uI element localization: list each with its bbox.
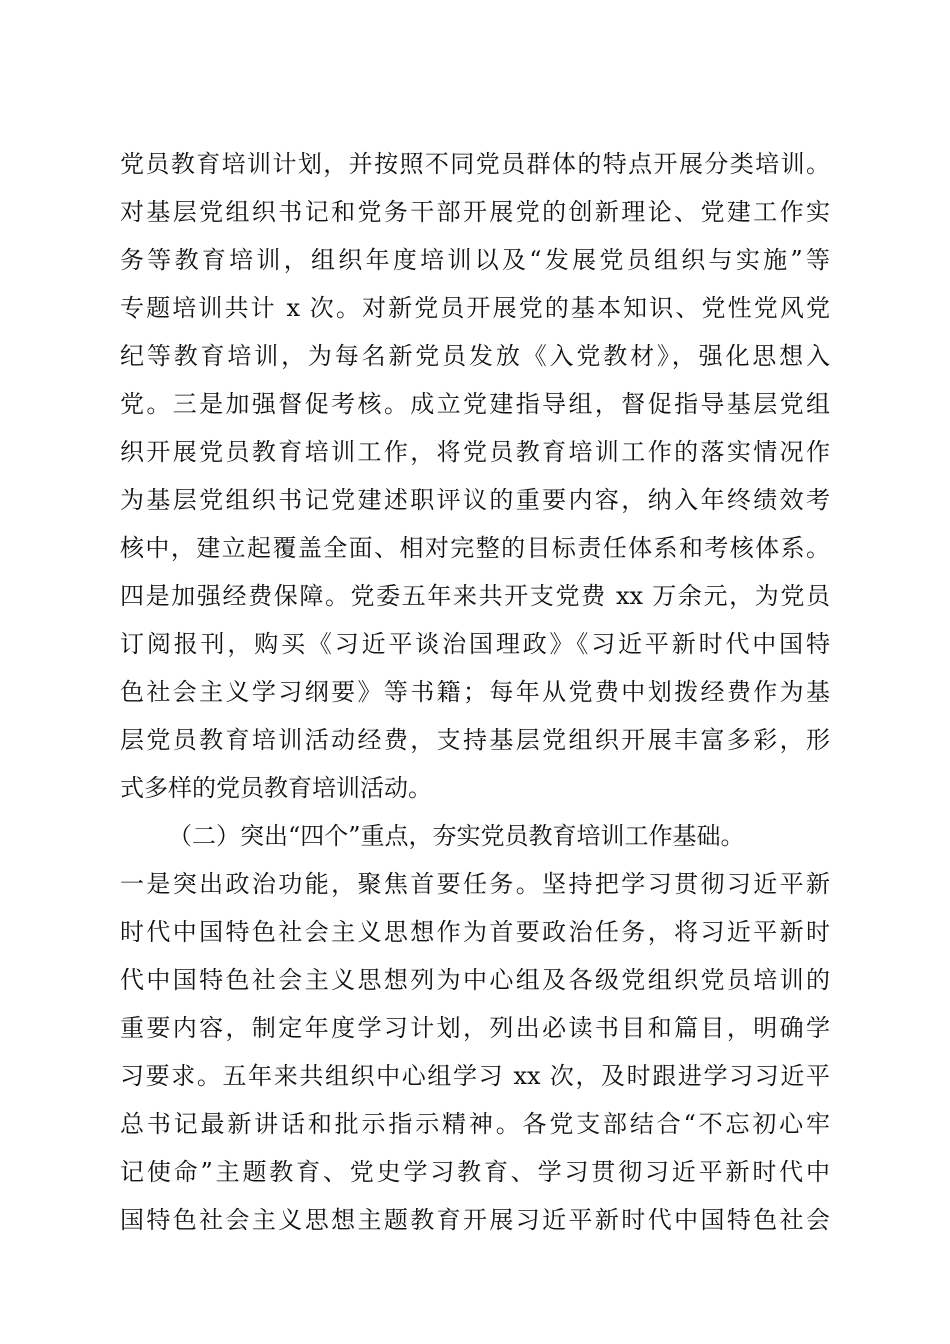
document-body — [120, 140, 830, 1244]
text-line: 记使命”主题教育、党史学习教育、学习贯彻习近平新时代中 — [120, 1158, 830, 1186]
text-line: 一是突出政治功能，聚焦首要任务。坚持把学习贯彻习近平新 — [120, 870, 830, 898]
text-line: 层党员教育培训活动经费，支持基层党组织开展丰富多彩，形 — [120, 726, 830, 754]
text-line: 色社会主义学习纲要》等书籍；每年从党费中划拨经费作为基 — [120, 678, 830, 706]
text-line: 党。三是加强督促考核。成立党建指导组，督促指导基层党组 — [120, 390, 830, 418]
section-heading: （二）突出“四个”重点，夯实党员教育培训工作基础。 — [168, 822, 745, 850]
text-line: 务等教育培训，组织年度培训以及“发展党员组织与实施”等 — [120, 246, 830, 274]
text-line: 织开展党员教育培训工作，将党员教育培训工作的落实情况作 — [120, 438, 830, 466]
text-line: 对基层党组织书记和党务干部开展党的创新理论、党建工作实 — [120, 198, 830, 226]
text-line: 代中国特色社会主义思想列为中心组及各级党组织党员培训的 — [120, 966, 830, 994]
text-line: 专题培训共计 x 次。对新党员开展党的基本知识、党性党风党 — [120, 294, 830, 322]
text-line: 为基层党组织书记党建述职评议的重要内容，纳入年终绩效考 — [120, 486, 830, 514]
text-line: 纪等教育培训，为每名新党员发放《入党教材》，强化思想入 — [120, 342, 830, 370]
text-line: 四是加强经费保障。党委五年来共开支党费 xx 万余元，为党员 — [120, 582, 830, 610]
text-line: 习要求。五年来共组织中心组学习 xx 次，及时跟进学习习近平 — [120, 1062, 830, 1090]
text-line: 总书记最新讲话和批示指示精神。各党支部结合“不忘初心牢 — [120, 1110, 830, 1138]
text-line: 式多样的党员教育培训活动。 — [120, 774, 432, 802]
text-line: 党员教育培训计划，并按照不同党员群体的特点开展分类培训。 — [120, 150, 830, 178]
text-line: 核中，建立起覆盖全面、相对完整的目标责任体系和考核体系。 — [120, 534, 830, 562]
text-line: 重要内容，制定年度学习计划，列出必读书目和篇目，明确学 — [120, 1014, 830, 1042]
text-line: 国特色社会主义思想主题教育开展习近平新时代中国特色社会 — [120, 1206, 830, 1234]
text-line: 订阅报刊，购买《习近平谈治国理政》《习近平新时代中国特 — [120, 630, 830, 658]
text-line: 时代中国特色社会主义思想作为首要政治任务，将习近平新时 — [120, 918, 830, 946]
